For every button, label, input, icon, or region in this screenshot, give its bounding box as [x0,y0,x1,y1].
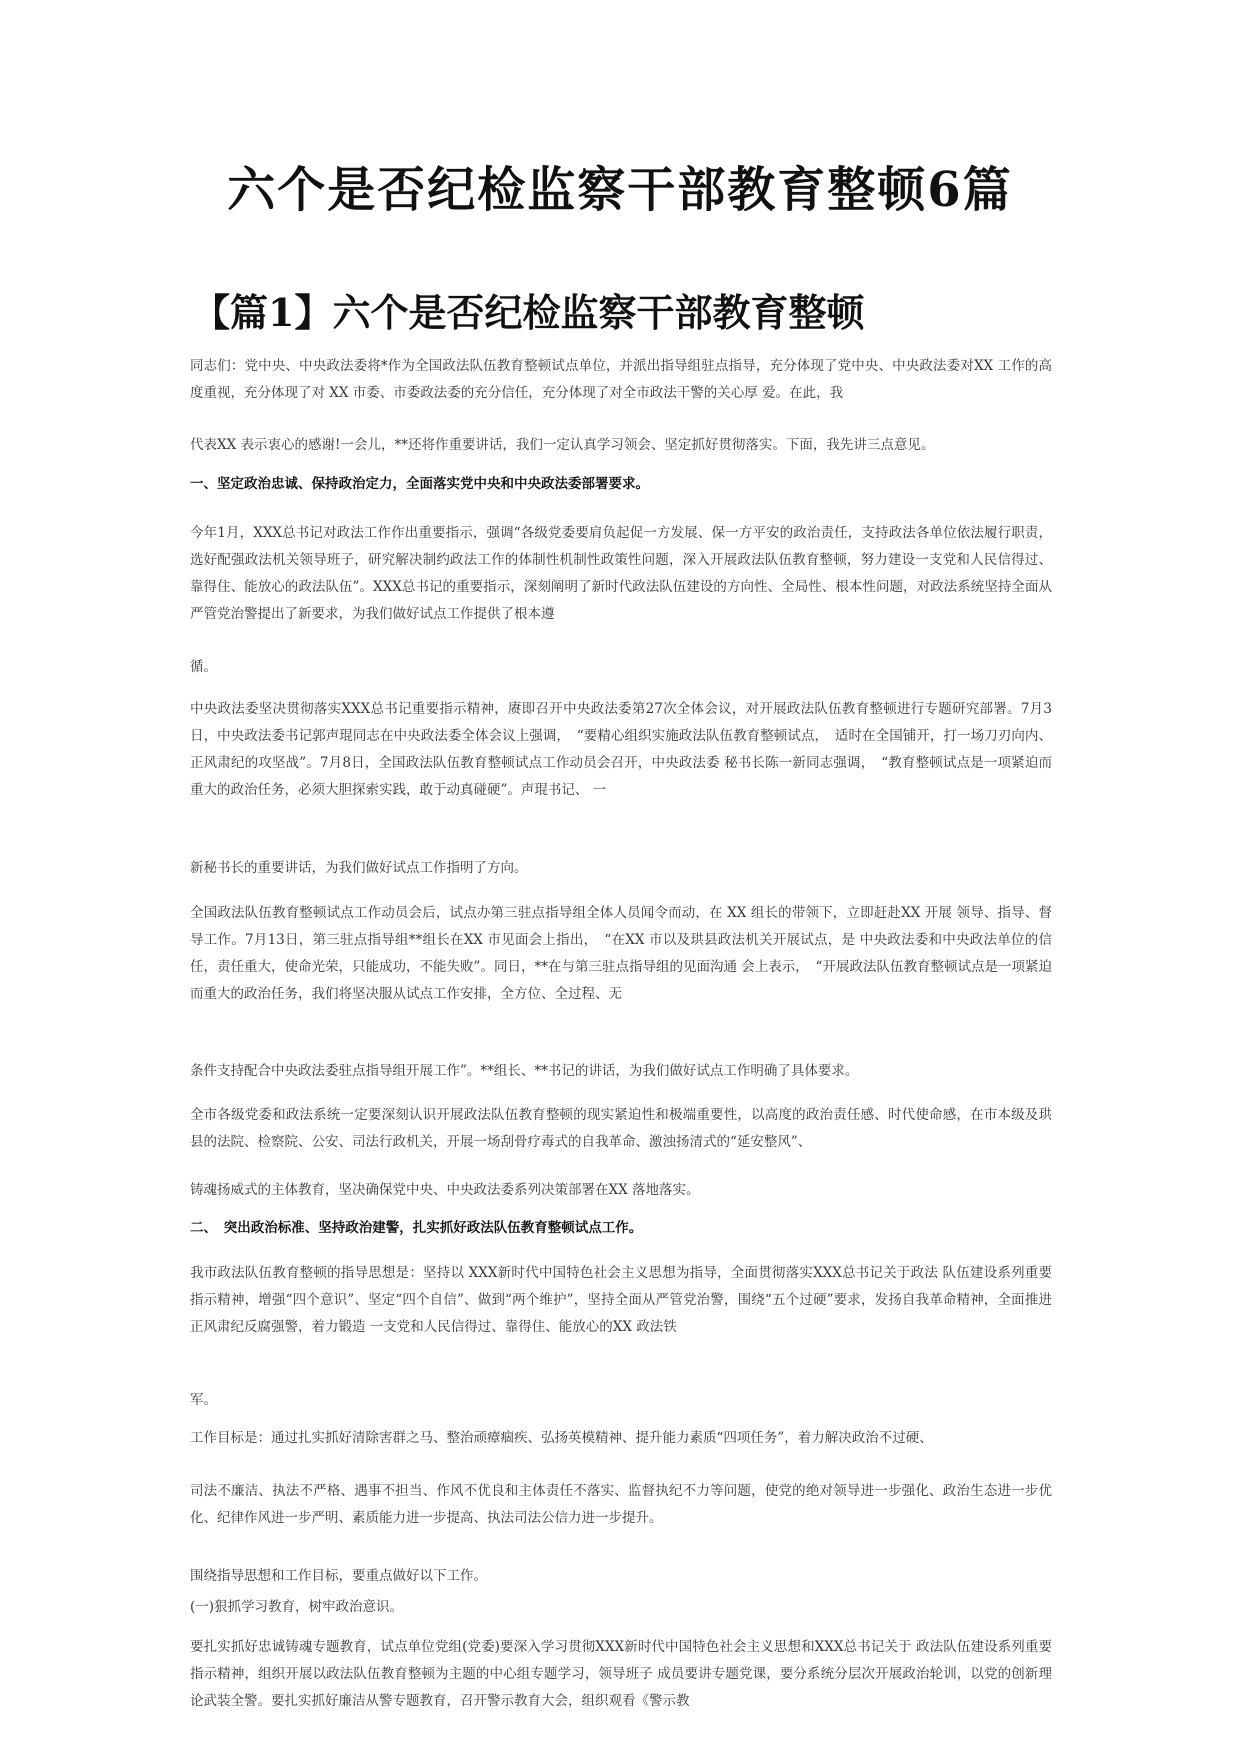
section-heading: 二、 突出政治标准、坚持政治建警，扎实抓好政法队伍教育整顿试点工作。 [190,1220,643,1236]
article-heading: 【篇1】六个是否纪检监察干部教育整顿 [192,290,865,335]
paragraph: 铸魂扬威式的主体教育，坚决确保党中央、中央政法委系列决策部署在XX 落地落实。 [190,1182,700,1198]
paragraph: 工作目标是：通过扎实抓好清除害群之马、整治顽瘴痼疾、弘扬英模精神、提升能力素质“四项任务”，着力解决政治不过硬、 [190,1430,933,1446]
paragraph: 军。 [190,1392,217,1408]
document-title: 六个是否纪检监察干部教育整顿6篇 [227,162,1013,218]
paragraph: 中央政法委坚决贯彻落实XXX总书记重要指示精神，赓即召开中央政法委第27次全体会议，对开展政法队伍教育整顿进行专题研究部署。7月3日，中央政法委书记郭声琨同志在中央政法委全体会议上强调， “要精心组织实施政法队伍教育整顿试点， 适时在全国铺开，打一场刀刃向内、正风肃纪的攻坚战”。7月8日，全国政法队伍教育整顿试点工作动员会召开，中央政法委 秘书长陈一新同志强调， “教育整顿试点是一项紧迫而重大的政治任务，必须大胆探索实践，敢于动真碰硬”。声琨书记、 一 [190,701,1052,798]
paragraph: 同志们：党中央、中央政法委将*作为全国政法队伍教育整顿试点单位，并派出指导组驻点指导，充分体现了党中央、中央政法委对XX 工作的高度重视，充分体现了对 XX 市委、市委政法委的充分信任，充分体现了对全市政法干警的关心厚 爱。在此，我 [190,358,1052,401]
section-heading: 一、坚定政治忠诚、保持政治定力，全面落实党中央和中央政法委部署要求。 [190,476,649,492]
paragraph: (一)狠抓学习教育，树牢政治意识。 [190,1599,404,1615]
paragraph: 全市各级党委和政法系统一定要深刻认识开展政法队伍教育整顿的现实紧迫性和极端重要性，以高度的政治责任感、时代使命感，在市本级及珙县的法院、检察院、公安、司法行政机关，开展一场刮骨疗毒式的自我革命、激浊扬清式的“延安整风”、 [190,1107,1052,1150]
paragraph: 司法不廉洁、执法不严格、遇事不担当、作风不优良和主体责任不落实、监督执纪不力等问题，使党的绝对领导进一步强化、政治生态进一步优化、纪律作风进一步严明、素质能力进一步提高、执法司法公信力进一步提升。 [190,1483,1052,1526]
paragraph: 新秘书长的重要讲话，为我们做好试点工作指明了方向。 [190,860,528,876]
paragraph: 围绕指导思想和工作目标，要重点做好以下工作。 [190,1568,487,1584]
paragraph: 我市政法队伍教育整顿的指导思想是：坚持以 XXX新时代中国特色社会主义思想为指导，全面贯彻落实XXX总书记关于政法 队伍建设系列重要指示精神，增强“四个意识”、坚定“四个自信”、做到“两个维护”，坚持全面从严管党治警，围绕“五个过硬”要求，发扬自我革命精神，全面推进正风肃纪反腐强警，着力锻造 一支党和人民信得过、靠得住、能放心的XX 政法铁 [190,1265,1052,1335]
paragraph: 条件支持配合中央政法委驻点指导组开展工作”。**组长、**书记的讲话，为我们做好试点工作明确了具体要求。 [190,1063,859,1079]
paragraph: 今年1月，XXX总书记对政法工作作出重要指示，强调“各级党委要肩负起促一方发展、保一方平安的政治责任，支持政法各单位依法履行职责，选好配强政法机关领导班子，研究解决制约政法工作的体制性机制性政策性问题，深入开展政法队伍教育整顿，努力建设一支党和人民信得过、靠得住、能放心的政法队伍”。XXX总书记的重要指示，深刻阐明了新时代政法队伍建设的方向性、全局性、根本性问题，对政法系统坚持全面从严管党治警提出了新要求，为我们做好试点工作提供了根本遵 [190,525,1052,622]
paragraph: 全国政法队伍教育整顿试点工作动员会后，试点办第三驻点指导组全体人员闻令而动，在 XX 组长的带领下，立即赶赴XX 开展 领导、指导、督导工作。7月13日，第三驻点指导组**组长在XX 市见面会上指出， “在XX 市以及珙县政法机关开展试点，是 中央政法委和中央政法单位的信任，责任重大，使命光荣，只能成功，不能失败”。同日，**在与第三驻点指导组的见面沟通 会上表示， “开展政法队伍教育整顿试点是一项紧迫而重大的政治任务，我们将坚决服从试点工作安排，全方位、全过程、无 [190,905,1052,1002]
paragraph: 循。 [190,659,217,675]
paragraph: 要扎实抓好忠诚铸魂专题教育，试点单位党组(党委)要深入学习贯彻XXX新时代中国特色社会主义思想和XXX总书记关于 政法队伍建设系列重要指示精神，组织开展以政法队伍教育整顿为主题的中心组专题学习，领导班子 成员要讲专题党课，要分系统分层次开展政治轮训，以党的创新理论武装全警。要扎实抓好廉洁从警专题教育，召开警示教育大会，组织观看《警示教 [190,1639,1052,1709]
paragraph: 代表XX 表示衷心的感谢!一会儿，**还将作重要讲话，我们一定认真学习领会、坚定抓好贯彻落实。下面，我先讲三点意见。 [190,437,935,453]
